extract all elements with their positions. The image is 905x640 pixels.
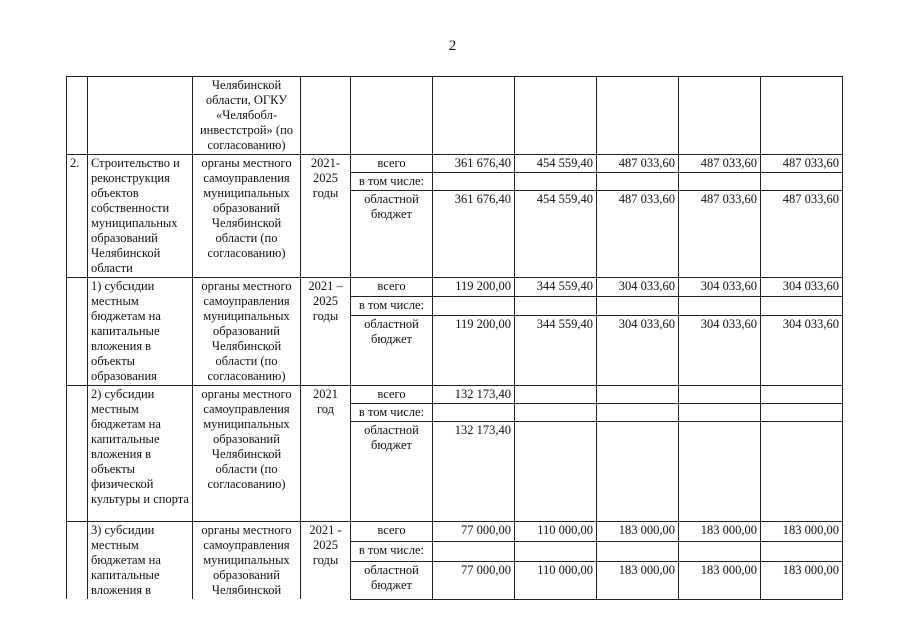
cell-value xyxy=(761,541,843,561)
cell-value: 454 559,40 xyxy=(515,191,597,278)
cell-source: всего xyxy=(351,155,433,173)
cell-value: 454 559,40 xyxy=(515,155,597,173)
cell-value: 183 000,00 xyxy=(597,561,679,599)
cell-executor: органы местного самоуправления муниципальных образований Челябинской xyxy=(193,522,301,600)
cell-value xyxy=(515,297,597,316)
cell-value xyxy=(597,297,679,316)
table-row xyxy=(67,386,843,404)
cell-name: Строительство и реконструкция объектов собственности муниципальных образований Челябинской области xyxy=(88,155,193,278)
cell-executor: органы местного самоуправления муниципальных образований Челябинской области (по согласованию) xyxy=(193,278,301,386)
program-table xyxy=(66,76,843,600)
page-number: 2 xyxy=(448,38,457,54)
cell-value: 110 000,00 xyxy=(515,522,597,542)
cell-num xyxy=(67,278,88,386)
cell-years xyxy=(301,77,351,155)
table-row xyxy=(67,155,843,173)
cell-years: 2021 год xyxy=(301,386,351,522)
cell-value xyxy=(433,404,515,422)
cell-value xyxy=(515,404,597,422)
cell-value xyxy=(597,541,679,561)
cell-value xyxy=(597,77,679,155)
cell-source: в том числе: xyxy=(351,297,433,316)
cell-value xyxy=(515,386,597,404)
cell-years: 2021 – 2025 годы xyxy=(301,278,351,386)
cell-num xyxy=(67,522,88,600)
cell-name xyxy=(88,77,193,155)
cell-value: 487 033,60 xyxy=(761,155,843,173)
cell-executor: органы местного самоуправления муниципальных образований Челябинской области (по согласованию) xyxy=(193,386,301,522)
cell-value xyxy=(761,173,843,191)
cell-executor: органы местного самоуправления муниципальных образований Челябинской области (по согласованию) xyxy=(193,155,301,278)
cell-value: 304 033,60 xyxy=(597,316,679,386)
cell-value: 304 033,60 xyxy=(597,278,679,297)
cell-name: 1) субсидии местным бюджетам на капитальные вложения в объекты образования xyxy=(88,278,193,386)
cell-value: 119 200,00 xyxy=(433,316,515,386)
cell-source: всего xyxy=(351,278,433,297)
cell-name: 2) субсидии местным бюджетам на капитальные вложения в объекты физической культуры и спорта xyxy=(88,386,193,522)
cell-value xyxy=(515,422,597,522)
cell-value xyxy=(597,404,679,422)
cell-source: областной бюджет xyxy=(351,191,433,278)
cell-value: 110 000,00 xyxy=(515,561,597,599)
cell-value: 119 200,00 xyxy=(433,278,515,297)
cell-value xyxy=(679,404,761,422)
cell-value: 77 000,00 xyxy=(433,522,515,542)
cell-value xyxy=(515,77,597,155)
cell-value xyxy=(761,297,843,316)
cell-value: 487 033,60 xyxy=(761,191,843,278)
cell-value: 183 000,00 xyxy=(679,522,761,542)
cell-value: 183 000,00 xyxy=(597,522,679,542)
cell-source xyxy=(351,77,433,155)
cell-value: 304 033,60 xyxy=(761,316,843,386)
cell-num xyxy=(67,77,88,155)
cell-value: 132 173,40 xyxy=(433,422,515,522)
cell-value: 487 033,60 xyxy=(597,155,679,173)
cell-value: 344 559,40 xyxy=(515,316,597,386)
cell-source: всего xyxy=(351,386,433,404)
cell-executor: Челябинской области, ОГКУ «Челябобл-инвестстрой» (по согласованию) xyxy=(193,77,301,155)
cell-value xyxy=(433,297,515,316)
cell-value: 183 000,00 xyxy=(679,561,761,599)
cell-name: 3) субсидии местным бюджетам на капитальные вложения в xyxy=(88,522,193,600)
cell-value: 183 000,00 xyxy=(761,522,843,542)
cell-num: 2. xyxy=(67,155,88,278)
cell-value: 344 559,40 xyxy=(515,278,597,297)
cell-value: 183 000,00 xyxy=(761,561,843,599)
cell-years: 2021 - 2025 годы xyxy=(301,522,351,600)
table-row xyxy=(67,278,843,297)
cell-value xyxy=(679,422,761,522)
cell-source: в том числе: xyxy=(351,404,433,422)
cell-value xyxy=(515,541,597,561)
cell-value: 304 033,60 xyxy=(761,278,843,297)
cell-value xyxy=(761,404,843,422)
cell-source: областной бюджет xyxy=(351,316,433,386)
cell-years: 2021-2025 годы xyxy=(301,155,351,278)
cell-source: в том числе: xyxy=(351,541,433,561)
cell-value: 487 033,60 xyxy=(679,155,761,173)
table-row xyxy=(67,77,843,155)
cell-value: 304 033,60 xyxy=(679,316,761,386)
cell-source: в том числе: xyxy=(351,173,433,191)
cell-source: всего xyxy=(351,522,433,542)
cell-num xyxy=(67,386,88,522)
cell-value xyxy=(679,173,761,191)
cell-value: 304 033,60 xyxy=(679,278,761,297)
cell-value xyxy=(679,297,761,316)
cell-value: 132 173,40 xyxy=(433,386,515,404)
cell-value xyxy=(679,77,761,155)
cell-value xyxy=(433,77,515,155)
cell-value xyxy=(597,386,679,404)
cell-value: 487 033,60 xyxy=(597,191,679,278)
cell-value xyxy=(433,173,515,191)
cell-source: областной бюджет xyxy=(351,561,433,599)
cell-value xyxy=(761,386,843,404)
cell-value: 487 033,60 xyxy=(679,191,761,278)
cell-value xyxy=(597,173,679,191)
cell-value xyxy=(761,422,843,522)
cell-value xyxy=(597,422,679,522)
cell-value xyxy=(515,173,597,191)
cell-value xyxy=(679,386,761,404)
cell-value xyxy=(761,77,843,155)
cell-value: 77 000,00 xyxy=(433,561,515,599)
cell-value xyxy=(433,541,515,561)
table-row xyxy=(67,522,843,542)
cell-value: 361 676,40 xyxy=(433,155,515,173)
cell-value xyxy=(679,541,761,561)
cell-source: областной бюджет xyxy=(351,422,433,522)
cell-value: 361 676,40 xyxy=(433,191,515,278)
